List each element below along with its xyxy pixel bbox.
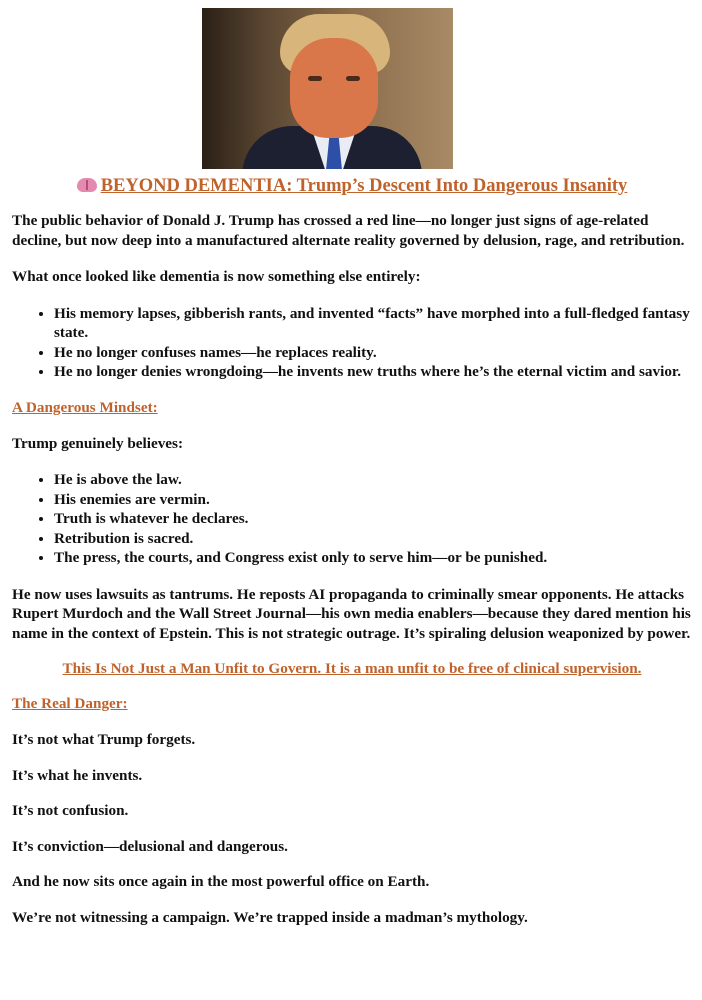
section-heading-mindset: A Dangerous Mindset:: [12, 398, 158, 416]
closing-line: We’re not witnessing a campaign. We’re trapped inside a madman’s mythology.: [12, 908, 528, 926]
header-photo: [202, 8, 453, 169]
article-body: [12, 176, 692, 943]
list-item: • He no longer denies wrongdoing—he invents new truths where he’s the eternal victim and savior.: [54, 362, 692, 382]
list-item: • His memory lapses, gibberish rants, and invented “facts” have morphed into a full-fledged fantasy state.: [54, 304, 692, 343]
list-item: • The press, the courts, and Congress exist only to serve him—or be punished.: [54, 548, 692, 568]
closing-line: It’s what he invents.: [12, 766, 143, 784]
list-item: • Truth is whatever he declares.: [54, 509, 692, 529]
article-title-text: BEYOND DEMENTIA: Trump’s Descent Into Dangerous Insanity: [100, 176, 628, 196]
photo-eye-right: [346, 76, 360, 81]
closing-line: It’s not confusion.: [12, 802, 129, 819]
closing-line: It’s conviction—delusional and dangerous.: [12, 837, 288, 855]
symptom-list: [12, 304, 692, 382]
closing-lines: [12, 730, 692, 927]
intro-paragraph: The public behavior of Donald J. Trump has crossed a red line—no longer just signs of age-related decline, but now deep into a manufactured alternate reality governed by delusion, rage, and retribution.: [12, 212, 685, 249]
list-item: • Retribution is sacred.: [54, 529, 692, 549]
section-heading-danger: The Real Danger:: [12, 695, 128, 712]
list-item: • He no longer confuses names—he replaces reality.: [54, 343, 692, 363]
beliefs-lead: Trump genuinely believes:: [12, 434, 183, 452]
photo-eye-left: [308, 76, 322, 81]
article-title: [12, 176, 692, 197]
list-item: • His enemies are vermin.: [54, 490, 692, 510]
beliefs-list: [12, 470, 692, 568]
closing-line: It’s not what Trump forgets.: [12, 731, 196, 748]
lead-paragraph: What once looked like dementia is now something else entirely:: [12, 268, 421, 285]
lawsuits-paragraph: He now uses lawsuits as tantrums. He reposts AI propaganda to criminally smear opponents. He attacks Rupert Murdoch and the Wall Street Journal—his own media enablers—because they dared mention his name in the context of Epstein. This is not strategic outrage. It’s spiraling delusion weaponized by power.: [12, 585, 691, 642]
callout-statement: This Is Not Just a Man Unfit to Govern. It is a man unfit to be free of clinical supervision.: [62, 660, 642, 677]
photo-face: [290, 38, 378, 138]
list-item: • He is above the law.: [54, 470, 692, 490]
closing-line: And he now sits once again in the most powerful office on Earth.: [12, 873, 430, 890]
brain-icon: [77, 178, 97, 192]
